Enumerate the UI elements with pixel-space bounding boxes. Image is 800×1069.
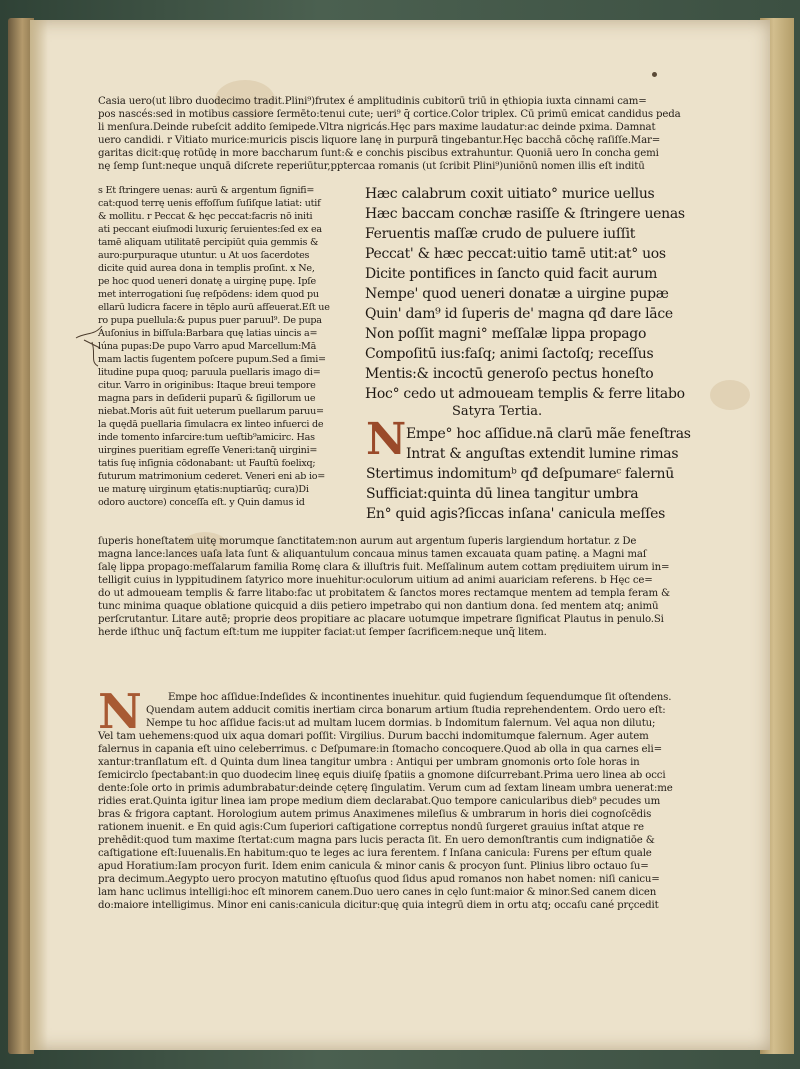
column-line: inde tomento infarcire:tum ueſtib⁹amicirc. Has xyxy=(98,432,315,443)
column-line: lúna pupas:De pupo Varro apud Marcellum:Mā xyxy=(98,341,317,352)
commentary-line: do:maiore intelligimus. Minor eni canis:canicula dicitur:quę quia integrū diem in ortu atq; occaſu cané prçcedit xyxy=(98,900,659,911)
verse-line: Hæc baccam conchæ rasiſſe & ſtringere uenas xyxy=(365,206,685,222)
page-mark xyxy=(652,72,657,77)
commentary-line: apud Horatium:Iam procyon furit. Idem enim canicula & minor canis & procyon ſunt. Plinius libro octauo ſu= xyxy=(98,861,649,872)
satyra-line: Intrat & anguſtas extendit lumine rimas xyxy=(406,446,679,462)
column-line: met interrogationi ſuę reſpōdens: idem quod pu xyxy=(98,289,319,300)
commentary-line: Empe hoc aſſidue:Indeſides & incontinentes inuehitur. quid fugiendum ſequendumque ſit oſtendens. xyxy=(168,692,672,703)
top-line: pos nascés:sed in motibus cassiore ſermēto:tenui cute; ueri⁹ q̄ cortice.Color triplex. Cū primū emicat candidus peda xyxy=(98,109,681,120)
column-line: cat:quod terrę uenis effoſſum ſuſiſque latiat: utif xyxy=(98,198,321,209)
column-line: s Et ſtringere uenas: aurū & argentum ſignifi= xyxy=(98,185,315,196)
column-line: magna pars in deſiderii puparū & ſigillorum ue xyxy=(98,393,316,404)
satyra-line: Stertimus indomitumᵇ qđ deſpumareᶜ falernū xyxy=(366,466,674,482)
verse-line: Nempe' quod ueneri donatæ a uirgine pupæ xyxy=(365,286,669,302)
commentary-line: pra decimum.Aegypto uero procyon matutino ęſtuoſus quod ſidus apud romanos non habet nomen: niſi canicu= xyxy=(98,874,660,885)
commentary-line: rationem inuenit. e En quid agis:Cum ſuperiori caſtigatione correptus nondū ſurgeret grauius inſtat atque re xyxy=(98,822,644,833)
commentary-line: herde iſthuc unq̄ factum eſt:tum me iuppiter faciat:ut ſemper ſacrificem:neque unq̄ litem. xyxy=(98,627,547,638)
top-line: li menſura.Deinde rubeſcit addito ſemipede.Vltra nigricás.Hęc pars maxime laudatur:ac deinde pxima. Damnat xyxy=(98,122,656,133)
satyra-line: Empe° hoc aſſidue.nā clarū mãe feneſtras xyxy=(406,426,691,442)
column-line: odoro auctore) conceſſa eſt. y Quin damus id xyxy=(98,497,305,508)
commentary-line: ſemicirclo ſpectabant:in quo duodecim lineę equis diuiſę ſpatiis a gnomone diſcurrebant.Prima uero linea ab occi xyxy=(98,770,666,781)
column-line: mam lactis ſugentem poſcere pupum.Sed a ſimi= xyxy=(98,354,326,365)
column-line: tatis ſuę inſignia cōdonabant: ut Fauſtū foelixq; xyxy=(98,458,316,469)
top-line: nę ſemp ſunt:neque unquā diſcrete reperiūtur,pptercaa romanis (ut ſcribit Plini⁹)uniōnū nomen illis eſt inditū xyxy=(98,161,645,172)
column-line: ro pupa puellula:& pupus puer paruul⁹. De pupa xyxy=(98,315,322,326)
column-line: futurum matrimonium cederet. Veneri eni ab io= xyxy=(98,471,326,482)
commentary-line: Nempe tu hoc aſſidue facis:ut ad multam lucem dormias. b Indomitum falernum. Vel aqua non dilutu; xyxy=(146,718,656,729)
commentary-line: do ut admoueam templis & farre litabo:fac ut probitatem & ſanctos mores rectamque mentem ad templa feram & xyxy=(98,588,670,599)
commentary-line: magna lance:lances uaſa lata ſunt & aliquantulum concaua minus tamen excauata quam patinę. a Magni maſ xyxy=(98,549,647,560)
commentary-line: falernus in capania eſt uino celeberrimus. c Deſpumare:in ſtomacho concoquere.Quod ab olla in qua carnes eli= xyxy=(98,744,662,755)
verse-line: Dicite pontifices in ſancto quid facit aurum xyxy=(365,266,658,282)
column-line: ati peccant eiuſmodi luxuriç ſeruientes:ſed ex ea xyxy=(98,224,322,235)
section-heading: Satyra Tertia. xyxy=(452,404,543,419)
verse-line: Quin' dam⁹ id ſuperis de' magna qđ dare lāce xyxy=(365,306,673,322)
column-line: & mollitu. r Peccat & hęc peccat:facris nō initi xyxy=(98,211,313,222)
column-line: Auſonius in biſſula:Barbara quę latias uincis a= xyxy=(98,328,318,339)
verse-line: Hæc calabrum coxit uitiato° murice uellus xyxy=(365,186,655,202)
top-line: uero candidi. r Vitiato murice:muricis piscis liquore lanę in purpurā tingebantur.Hęc bacchā cōchę raſiſſe.Mar= xyxy=(98,135,661,146)
column-line: citur. Varro in originibus: Itaque breui tempore xyxy=(98,380,316,391)
gutter-shadow xyxy=(30,20,48,1050)
commentary-line: bras & frigora captant. Horologium autem primus Anaximenes mileſius & umbrarum in horis diei cognoſcēdis xyxy=(98,809,652,820)
column-line: ellarū ludicra facere in tēplo aurū afſeuerat.Eſt ue xyxy=(98,302,330,313)
commentary-line: ſuperis honeſtatem uitę morumque ſanctitatem:non aurum aut argentum ſuperis largiendum hortatur. z De xyxy=(98,536,637,547)
column-line: pe hoc quod ueneri donatę a uirginę pupę. Ipſe xyxy=(98,276,316,287)
top-line: garitas dicit:quę rotūdę in more baccharum ſunt:& e conchis piscibus extrahuntur. Quoniā uero In concha gemi xyxy=(98,148,659,159)
column-line: la quędā puellaria ſimulacra ex linteo infuerci de xyxy=(98,419,324,430)
commentary-line: Vel tam uehemens:quod uix aqua domari poſſit: Virgilius. Durum bacchi indomitumque falernum. Ager autem xyxy=(98,731,649,742)
commentary-line: lam hanc uclimus intelligi:hoc eſt minorem canem.Duo uero canes in cęlo ſunt:maior & minor.Sed canem dicen xyxy=(98,887,657,898)
commentary-line: telligit cuius in lyppitudinem ſatyrico more inuehitur:oculorum uitium ad animi auariciam referens. b Hęc ce= xyxy=(98,575,653,586)
satyra-line: En° quid agis?ſiccas inſana' canicula meſſes xyxy=(366,506,666,522)
commentary-line: dente:ſole orto in primis adumbrabatur:deinde cęterę ſingulatim. Verum cum ad ſextam lineam umbra uenerat:me xyxy=(98,783,673,794)
verse-line: Peccat' & hæc peccat:uitio tamē utit:at° uos xyxy=(365,246,666,262)
commentary-line: xantur:tranſlatum eſt. d Quinta dum linea tangitur umbra : Antiqui per umbram gnomonis orto ſole horas in xyxy=(98,757,640,768)
commentary-line: ſalę lippa propago:meſſalarum familia Romę clara & illuſtris fuit. Meſſalinum autem cottam prędiuitem uirum in= xyxy=(98,562,670,573)
verse-line: Non poſſit magni° meſſalæ lippa propago xyxy=(365,326,647,342)
top-line: Casia uero(ut libro duodecimo tradit.Plini⁹)frutex é amplitudinis cubitorū triū in ęthiopia iuxta cinnami cam= xyxy=(98,96,647,107)
drop-cap: N xyxy=(98,684,142,740)
verse-line: Feruentis maſſæ crudo de puluere iuſſit xyxy=(365,226,636,242)
satyra-line: Sufficiat:quinta dū linea tangitur umbra xyxy=(366,486,639,502)
column-line: dicite quid aurea dona in templis proſint. x Ne, xyxy=(98,263,315,274)
stain xyxy=(710,380,750,410)
column-line: tamē aliquam utilitatē percipiūt quia gemmis & xyxy=(98,237,319,248)
column-line: uirgines pueritiam egreſſe Veneri:tanq̄ uirgini= xyxy=(98,445,318,456)
commentary-line: tunc minima quaque oblatione quicquid a diis petiero impetrabo qui non dantium dona. ſed mentem atq; animū xyxy=(98,601,659,612)
verse-line: Hoc° cedo ut admoueam templis & ferre litabo xyxy=(365,386,685,402)
verse-line: Mentis:& incoctū generoſo pectus honeſto xyxy=(365,366,654,382)
commentary-line: prehēdit:quod tum maxime ſtertat:cum magna pars lucis peracta ſit. En uero demonſtrantis cum indignatiōe & xyxy=(98,835,655,846)
column-line: auro:purpuraque utuntur. u At uos ſacerdotes xyxy=(98,250,310,261)
drop-cap: N xyxy=(366,414,407,465)
column-line: litudine pupa quoq; paruula puellaris imago di= xyxy=(98,367,321,378)
column-line: niebat.Moris aūt fuit ueterum puellarum paruu= xyxy=(98,406,324,417)
verse-line: Compoſitū ius:faſq; animi ſactoſq; receſſus xyxy=(365,346,654,362)
column-line: ue maturę uirginum ętatis:nuptiarūq; cura)Di xyxy=(98,484,309,495)
commentary-line: caſtigatione eſt:Iuuenalis.En habitum:quo te leges ac iura ferentem. f Inſana canicula: Furens per eſtum quale xyxy=(98,848,652,859)
commentary-line: ridies erat.Quinta igitur linea iam prope medium diem declarabat.Quo tempore canicularibus dieb⁹ pecudes um xyxy=(98,796,661,807)
commentary-line: Quendam autem adducit comitis inertiam circa bonarum artium ſtudia reprehendentem. Ordo uero eſt: xyxy=(146,705,666,716)
commentary-line: perſcrutantur. Litare autē; proprie deos propitiare ac placare uotumque impetrare ſignificat Plautus in penulo.Si xyxy=(98,614,664,625)
